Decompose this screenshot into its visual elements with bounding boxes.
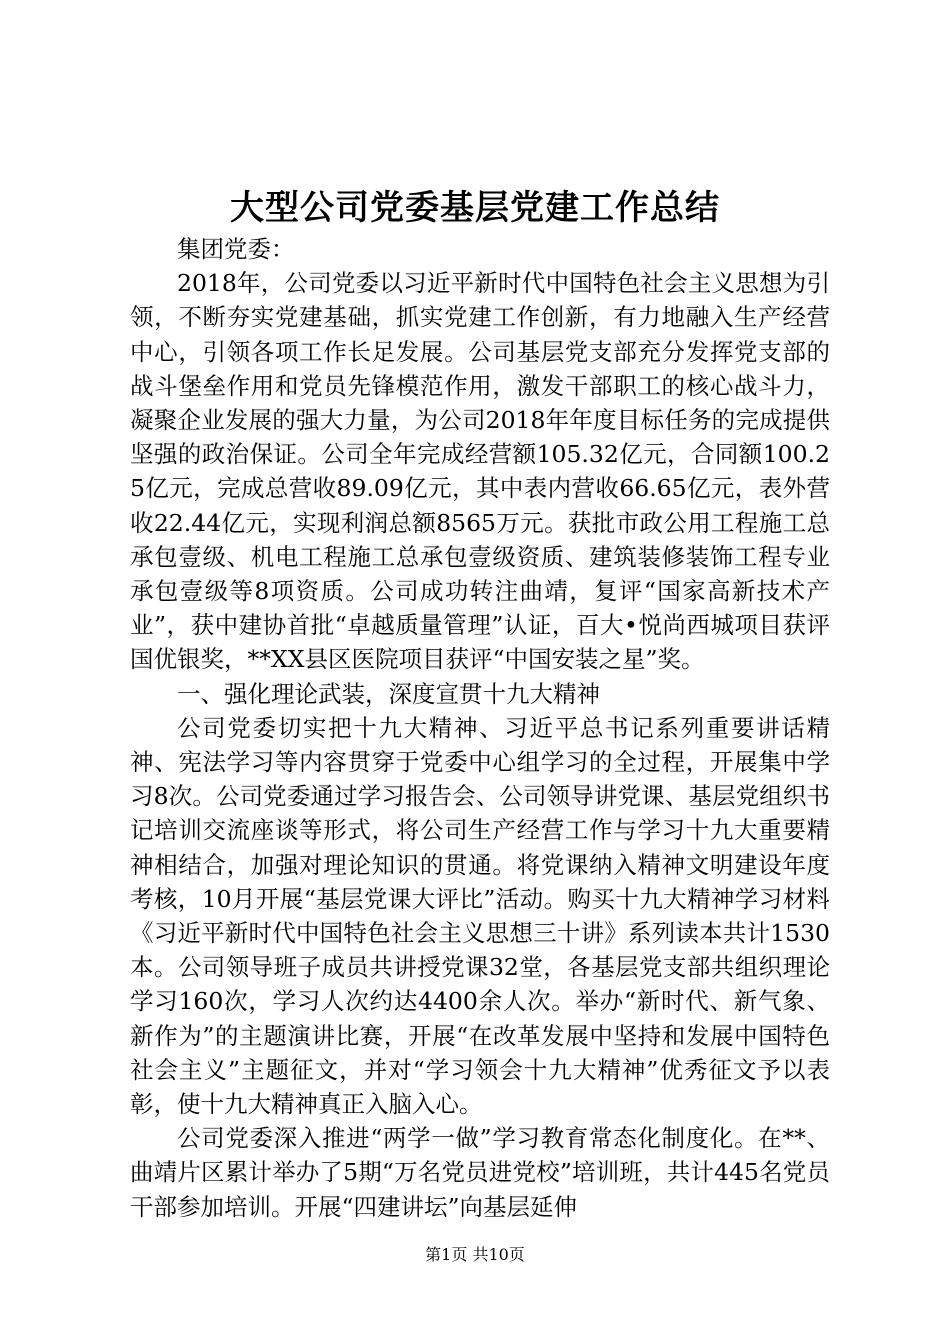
document-title: 大型公司党委基层党建工作总结 [230,188,720,228]
intro-paragraph: 2018年，公司党委以习近平新时代中国特色社会主义思想为引领，不断夯实党建基础，抓实党建工作创新，有力地融入生产经营中心，引领各项工作长足发展。公司基层党支部充分发挥党支部的战斗堡垒作用和党员先锋模范作用，激发干部职工的核心战斗力，凝聚企业发展的强大力量，为公司2018年年度目标任务的完成提供坚强的政治保证。公司全年完成经营额105.32亿元，合同额100.25亿元，完成总营收89.09亿元，其中表内营收66.65亿元，表外营收22.44亿元，实现利润总额8565万元。获批市政公用工程施工总承包壹级、机电工程施工总承包壹级资质、建筑装修装饰工程专业承包壹级等8项资质。公司成功转注曲靖，复评“国家高新技术产业”，获中建协首批“卓越质量管理”认证，百大•悦尚西城项目获评国优银奖，**XX县区医院项目获评“中国安装之星”奖。 [130,269,830,674]
salutation-paragraph: 集团党委： [177,235,295,263]
body-paragraph: 公司党委切实把十九大精神、习近平总书记系列重要讲话精神、宪法学习等内容贯穿于党委中心组学习的全过程，开展集中学习8次。公司党委通过学习报告会、公司领导讲党课、基层党组织书记培训交流座谈等形式，将公司生产经营工作与学习十九大重要精神相结合，加强对理论知识的贯通。将党课纳入精神文明建设年度考核，10月开展“基层党课大评比”活动。购买十九大精神学习材料《习近平新时代中国特色社会主义思想三十讲》系列读本共计1530本。公司领导班子成员共讲授党课32堂，各基层党支部共组织理论学习160次，学习人次约达4400余人次。举办“新时代、新气象、新作为”的主题演讲比赛，开展“在改革发展中坚持和发展中国特色社会主义”主题征文，并对“学习领会十九大精神”优秀征文予以表彰，使十九大精神真正入脑入心。 [130,713,830,1119]
page-number-footer: 第1页 共10页 [425,1245,525,1264]
document-body [130,232,830,1224]
section-heading: 一、强化理论武装，深度宣贯十九大精神 [177,679,600,708]
body-paragraph: 公司党委深入推进“两学一做”学习教育常态化制度化。在**、曲靖片区累计举办了5期“万名党员进党校”培训班，共计445名党员干部参加培训。开展“四建讲坛”向基层延伸 [130,1124,830,1221]
